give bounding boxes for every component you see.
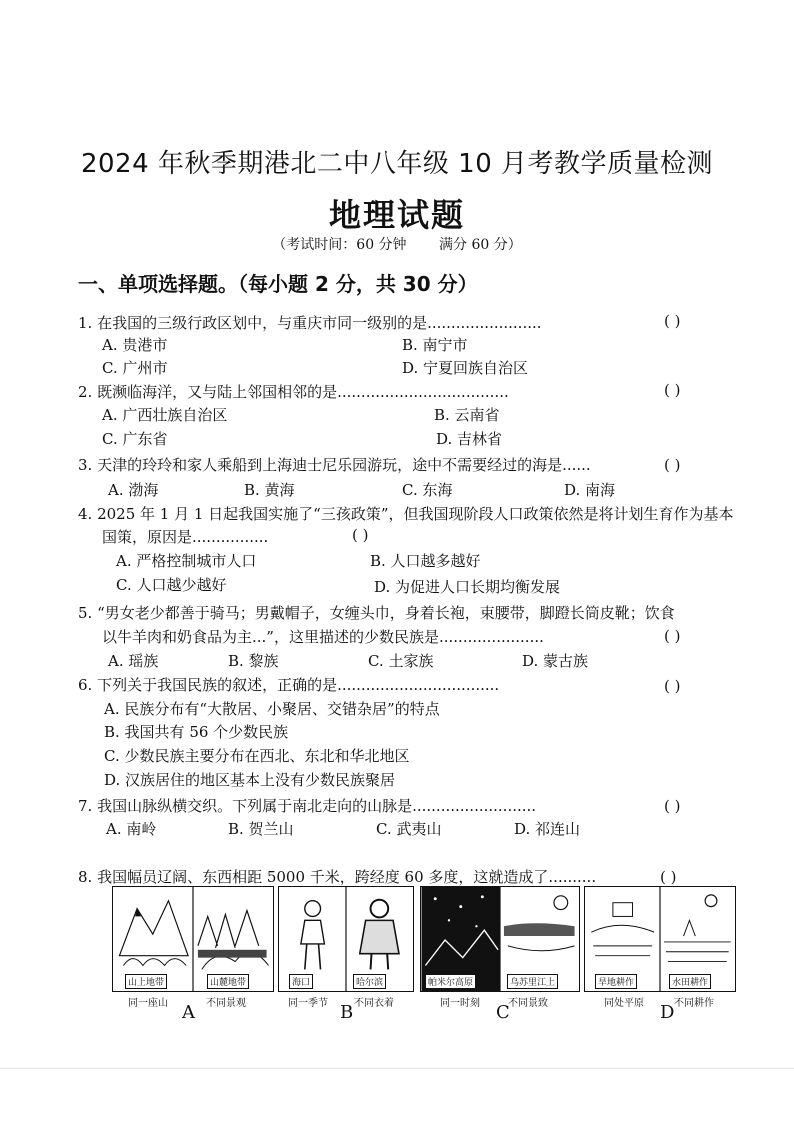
option-d[interactable]: D. 为促进人口长期均衡发展 bbox=[374, 578, 561, 596]
figure-b-clothing bbox=[278, 886, 414, 992]
figure-a-mountain-landscapes bbox=[112, 886, 274, 992]
figure-caption: 同一座山 bbox=[128, 998, 168, 1009]
option-c[interactable]: C. 土家族 bbox=[368, 652, 434, 670]
choice-letter-c[interactable]: C bbox=[496, 1002, 510, 1023]
figure-tag: 哈尔滨 bbox=[353, 974, 386, 989]
option-b[interactable]: B. 南宁市 bbox=[402, 336, 468, 354]
option-c[interactable]: C. 东海 bbox=[402, 481, 453, 499]
option-d[interactable]: D. 蒙古族 bbox=[522, 652, 589, 670]
choice-letter-d[interactable]: D bbox=[660, 1002, 675, 1023]
subject-title: 地理试题 bbox=[328, 196, 465, 234]
option-b[interactable]: B. 我国共有 56 个少数民族 bbox=[104, 723, 289, 741]
choice-letter-a[interactable]: A bbox=[182, 1002, 195, 1023]
exam-score: 满分 60 分） bbox=[439, 237, 522, 253]
figure-caption: 同处平原 bbox=[604, 998, 644, 1009]
figure-tag: 乌苏里江上 bbox=[507, 974, 558, 989]
answer-blank[interactable]: ( ) bbox=[664, 456, 681, 474]
question-stem: 6. 下列关于我国民族的叙述，正确的是.................................. bbox=[78, 676, 500, 694]
figure-d-farming bbox=[584, 886, 736, 992]
figure-caption: 同一时刻 bbox=[440, 998, 480, 1009]
question-stem: 2. 既濒临海洋，又与陆上邻国相邻的是.................................... bbox=[78, 383, 509, 401]
exam-title: 2024 年秋季期港北二中八年级 10 月考教学质量检测 bbox=[80, 149, 714, 179]
option-b[interactable]: B. 贺兰山 bbox=[228, 820, 294, 838]
answer-blank[interactable]: ( ) bbox=[660, 868, 677, 886]
question-stem: 3. 天津的玲玲和家人乘船到上海迪士尼乐园游玩，途中不需要经过的海是...... bbox=[78, 456, 591, 474]
answer-blank[interactable]: ( ) bbox=[352, 526, 369, 544]
option-a[interactable]: A. 民族分布有“大散居、小聚居、交错杂居”的特点 bbox=[104, 700, 440, 718]
option-a[interactable]: A. 渤海 bbox=[108, 481, 159, 499]
answer-blank[interactable]: ( ) bbox=[664, 677, 681, 695]
option-a[interactable]: A. 瑶族 bbox=[108, 652, 159, 670]
figure-caption: 不同景致 bbox=[508, 998, 548, 1009]
question-stem-continued: 国策，原因是................ bbox=[102, 528, 269, 546]
page-divider bbox=[0, 1068, 794, 1069]
question-stem: 8. 我国幅员辽阔、东西相距 5000 千米，跨经度 60 多度，这就造成了.......... bbox=[78, 868, 597, 886]
figure-tag: 海口 bbox=[289, 974, 313, 989]
exam-time: （考试时间：60 分钟 bbox=[272, 237, 407, 253]
section-heading: 一、单项选择题。（每小题 2 分，共 30 分） bbox=[78, 272, 478, 296]
option-d[interactable]: D. 祁连山 bbox=[514, 820, 581, 838]
question-stem-continued: 以牛羊肉和奶食品为主...”，这里描述的少数民族是...................... bbox=[102, 628, 544, 646]
option-a[interactable]: A. 贵港市 bbox=[102, 336, 168, 354]
figure-caption: 不同耕作 bbox=[674, 998, 714, 1009]
option-b[interactable]: B. 黄海 bbox=[244, 481, 295, 499]
option-a[interactable]: A. 广西壮族自治区 bbox=[102, 406, 228, 424]
figure-c-time-zones bbox=[420, 886, 580, 992]
question-stem: 1. 在我国的三级行政区划中，与重庆市同一级别的是........................ bbox=[78, 314, 542, 332]
option-b[interactable]: B. 黎族 bbox=[228, 652, 279, 670]
answer-blank[interactable]: ( ) bbox=[664, 312, 681, 330]
option-d[interactable]: D. 南海 bbox=[564, 481, 616, 499]
figure-caption: 不同景观 bbox=[206, 998, 246, 1009]
figure-tag: 山上地带 bbox=[125, 974, 167, 989]
answer-blank[interactable]: ( ) bbox=[664, 381, 681, 399]
option-a[interactable]: A. 严格控制城市人口 bbox=[116, 552, 257, 570]
option-c[interactable]: C. 武夷山 bbox=[376, 820, 442, 838]
option-b[interactable]: B. 人口越多越好 bbox=[370, 552, 481, 570]
option-a[interactable]: A. 南岭 bbox=[106, 820, 157, 838]
option-b[interactable]: B. 云南省 bbox=[434, 406, 500, 424]
question-stem: 4. 2025 年 1 月 1 日起我国实施了“三孩政策”，但我国现阶段人口政策依然是将计划生育作为基本 bbox=[78, 505, 734, 523]
option-d[interactable]: D. 汉族居住的地区基本上没有少数民族聚居 bbox=[104, 771, 396, 789]
question-stem: 7. 我国山脉纵横交织。下列属于南北走向的山脉是.......................... bbox=[78, 797, 537, 815]
figure-tag: 旱地耕作 bbox=[595, 974, 637, 989]
exam-info bbox=[0, 234, 794, 254]
figure-tag: 水田耕作 bbox=[669, 974, 711, 989]
answer-blank[interactable]: ( ) bbox=[664, 797, 681, 815]
figure-caption: 同一季节 bbox=[288, 998, 328, 1009]
choice-letter-b[interactable]: B bbox=[340, 1002, 354, 1023]
option-d[interactable]: D. 宁夏回族自治区 bbox=[402, 359, 529, 377]
option-d[interactable]: D. 吉林省 bbox=[436, 430, 503, 448]
figure-tag: 山麓地带 bbox=[207, 974, 249, 989]
option-c[interactable]: C. 人口越少越好 bbox=[116, 576, 227, 594]
answer-blank[interactable]: ( ) bbox=[664, 627, 681, 645]
figure-tag: 帕米尔高原 bbox=[425, 974, 476, 989]
option-c[interactable]: C. 广东省 bbox=[102, 430, 168, 448]
option-c[interactable]: C. 少数民族主要分布在西北、东北和华北地区 bbox=[104, 747, 410, 765]
figure-caption: 不同衣着 bbox=[354, 998, 394, 1009]
option-c[interactable]: C. 广州市 bbox=[102, 359, 168, 377]
question-stem: 5. “男女老少都善于骑马；男戴帽子，女缠头巾，身着长袍，束腰带，脚蹬长筒皮靴；饮食 bbox=[78, 604, 675, 622]
